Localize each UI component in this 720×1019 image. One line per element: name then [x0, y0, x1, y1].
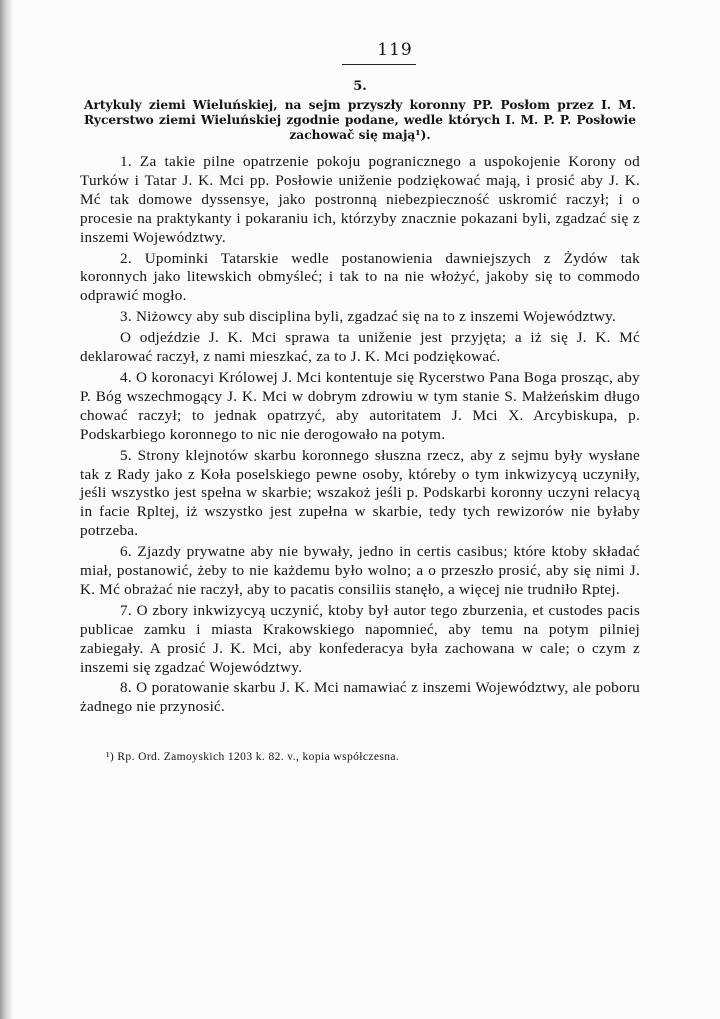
- document-heading: Artykuly ziemi Wieluńskiej, na sejm przyszły koronny PP. Posłom przez I. M. Rycerstwo ziemi Wieluńskiej zgodnie podane, wedle których I. M. P. P. Posłowie zachowač się mają¹).: [84, 98, 636, 142]
- scan-binding-edge: [0, 0, 12, 1019]
- paragraph-4: 4. O koronacyi Królowej J. Mci kontentuje się Rycerstwo Pana Boga prosząc, aby P. Bóg wszechmogący J. K. Mci w dobrym zdrowiu w tym stanie S. Małżeńskim długo chować raczył; to jednak opatrzyć, aby autoritatem J. Mci X. Arcybiskupa, p. Podskarbiego koronnego to nic nie derogowało na potym.: [80, 368, 640, 443]
- paragraph-8: 8. O poratowanie skarbu J. K. Mci namawiać z inszemi Województwy, ale poboru żadnego nie przynosić.: [80, 679, 640, 716]
- paragraph-5: 5. Strony klejnotów skarbu koronnego słuszna rzecz, aby z sejmu były wysłane tak z Rady jako z Koła poselskiego pewne osoby, któreby o tym inkwizycyą uczyniły, jeśli wszystko jest spełna w skarbie; wszakoż jeśli p. Podskarbi koronny uczyni relacyą in facie Rpltej, iż wszystko jest zupełna w skarbie, tedy tych rewizorów nie byłaby potrzeba.: [80, 446, 640, 540]
- paragraph-3-continued: O odjeździe J. K. Mci sprawa ta uniženie jest przyjęta; a iż się J. K. Mć deklarować raczył, z nami mieszkać, za to J. K. Mci podziękować.: [80, 329, 640, 366]
- paragraph-3: 3. Niżowcy aby sub disciplina byli, zgadzać się na to z inszemi Województwy.: [120, 308, 617, 326]
- document-number: 5.: [353, 79, 367, 94]
- paragraph-1: 1. Za takie pilne opatrzenie pokoju pogranicznego a uspokojenie Korony od Turków i Tatar J. K. Mci pp. Posłowie uniženie podziękować mają, i prosić aby J. K. Mć tak domowe dyssensye, jako postronną niebezpieczność uskromić raczył; i o procesie na praktykanty i pokaraniu ich, którzyby znacznie pokazani byli, zgadzać się z inszemi Województwy.: [80, 153, 640, 246]
- page-number: 119: [377, 40, 413, 60]
- paragraph-7: 7. O zbory inkwizycyą uczynić, ktoby był autor tego zburzenia, et custodes pacis publicae zamku i miasta Krakowskiego napomnieć, aby temu na potym pilniej zabiegały. A prosić J. K. Mci, aby konfederacya była zachowana w cale; o czym z inszemi się zgadzać Województwy.: [80, 601, 640, 676]
- footnote: ¹) Rp. Ord. Zamoyskich 1203 k. 82. v., kopia współczesna.: [106, 751, 400, 764]
- document-page: [80, 40, 640, 763]
- paragraph-2: 2. Upominki Tatarskie wedle postanowienia dawniejszych z Żydów tak koronnych jako litewskich obmyśleć; i tak to na nie włożyć, jakoby się to commodo odprawić mogło.: [80, 249, 640, 305]
- page-number-rule: [342, 64, 416, 65]
- paragraph-6: 6. Zjazdy prywatne aby nie bywały, jedno in certis casibus; które ktoby składać miał, postanowić, żeby to nie każdemu było wolno; a o przeszło prosić, aby się nimi J. K. Mć obrażać nie raczył, aby to pacatis consiliis stanęło, a więcej nie trudniło Rptej.: [80, 543, 640, 598]
